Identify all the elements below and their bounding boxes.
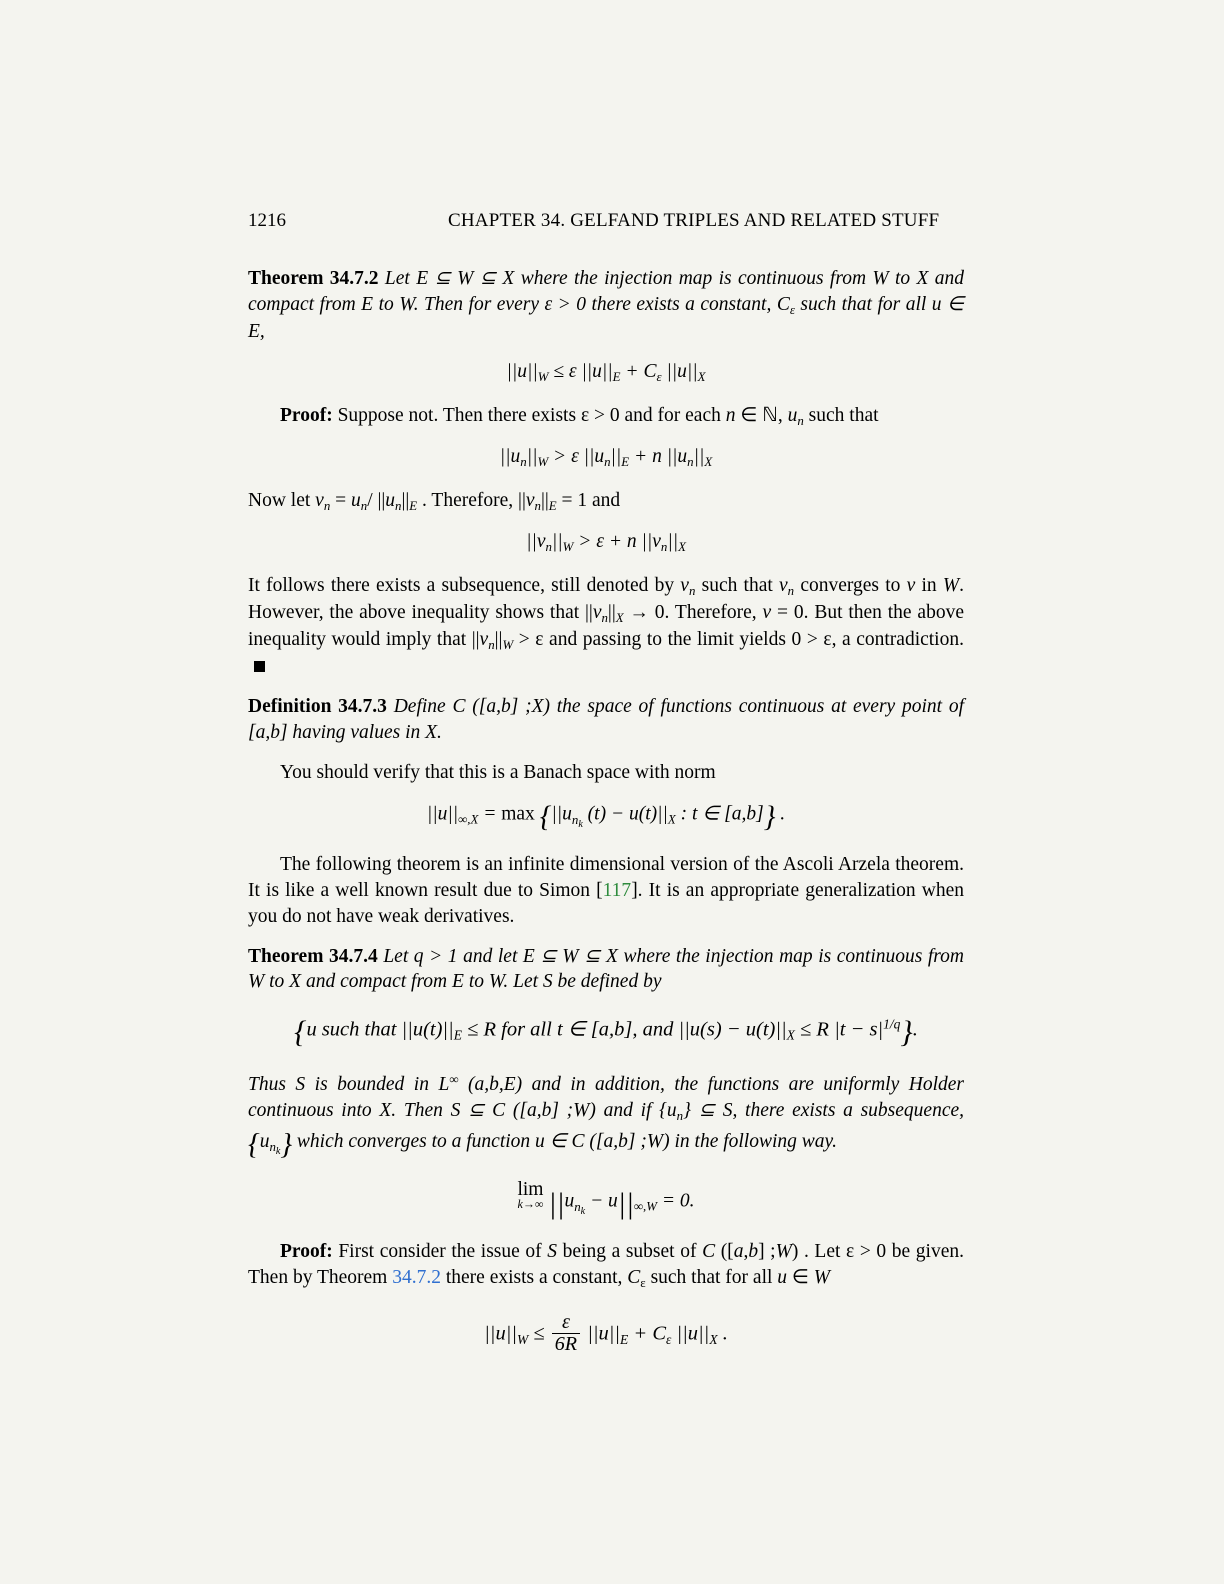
equation-4: $||u||_{\infty,X} = \max \{||u_{n_k}$ $(t) - u(t)||_X$ : t ∈ [a,b]} . [426, 801, 786, 834]
definition-34-7-3 [248, 694, 964, 745]
page-number: 1216 [248, 210, 286, 231]
qed-square [254, 661, 265, 672]
definition-34-7-3-label: Definition 34.7.3 [248, 696, 387, 718]
theorem-34-7-4-statement-2: Thus S is bounded in L∞ (a,b,E) and in addition, the functions are uniformly Holder continuous into X. Then S ⊆ C ([a,b] ;W) and if $\{u_n\}$ ⊆ S, there exists a subsequence, $\{u_{n_k}\}$ which converges to a function u ∈ C ([a,b] ;W) in the following way. [248, 1072, 965, 1161]
fraction-epsilon-over-6r [552, 1312, 580, 1355]
proof-2-text-1: First consider the issue of S being a subset of C ([a,b] ;W) . Let ε > 0 be given. Then by Theorem [248, 1240, 965, 1288]
fraction-numerator: ε [561, 1310, 570, 1333]
theorem-34-7-2 [248, 266, 964, 345]
equation-1: $||u||_W \le \varepsilon$ $||u||_E + C_\varepsilon$ $||u||_X$ [506, 360, 706, 384]
paragraph-now-let: Now let $v_n = u_n/$ $||u_n||_E$ . Therefore, $||v_n||_E = 1$ and [248, 489, 621, 513]
limit-operator: lim k→∞ [517, 1178, 544, 1212]
equation-5: {u such that $||u(t)||_E \le R$ for all t ∈ [a,b], and $||u(s) - u(t)||_X \le R$ $|t - s|^{1/q}$}. [294, 1014, 918, 1049]
cross-reference-34-7-2[interactable]: 34.7.2 [392, 1266, 441, 1288]
proof-1-text: Suppose not. Then there exists ε > 0 and for each n ∈ ℕ, $u_n$ such that [337, 404, 879, 428]
equation-7: $||u||_W$ ≤ $\frac{\varepsilon}{6R}$ $||u||_E + C_\varepsilon$ $||u||_X$ . [484, 1310, 728, 1355]
proof-2-text-2: there exists a constant, $C_\varepsilon$ such that for all u ∈ W [440, 1266, 831, 1290]
equation-2: $||u_n||_W > \varepsilon$ $||u_n||_E + n$ $||u_n||_X$ [499, 445, 713, 469]
page-content [248, 210, 964, 1377]
theorem-34-7-2-label: Theorem 34.7.2 [248, 268, 379, 289]
definition-34-7-3-statement: Define C ([a,b] ;X) the space of functions continuous at every point of [a,b] having values in X. [248, 696, 964, 743]
paragraph-verify-banach: You should verify that this is a Banach space with norm [280, 761, 716, 783]
running-head: CHAPTER 34. GELFAND TRIPLES AND RELATED STUFF [448, 210, 940, 231]
paragraph-following-theorem [248, 852, 964, 929]
proof-1-paragraph [248, 403, 964, 430]
citation-link-117[interactable]: 117 [602, 880, 632, 902]
theorem-34-7-2-statement: Let E ⊆ W ⊆ X where the injection map is continuous from W to X and compact from E to W. Then for every ε > 0 there exists a constant, $C_\varepsilon$ such that for all u ∈ E, [248, 268, 965, 342]
page-header [248, 210, 964, 232]
theorem-34-7-4 [248, 944, 964, 995]
equation-6: lim k→∞ $||u_{n_k} - u||_{\infty,W} = 0$. [517, 1178, 695, 1220]
proof-2-label: Proof: [280, 1240, 333, 1262]
theorem-34-7-4-statement: Let q > 1 and let E ⊆ W ⊆ X where the injection map is continuous from W to X and compact from E to W. Let S be defined by [248, 945, 964, 993]
proof-2-paragraph [248, 1239, 964, 1292]
equation-3: $||v_n||_W > \varepsilon + n$ $||v_n||_X$ [526, 530, 686, 555]
proof-1-label: Proof: [280, 404, 333, 426]
theorem-34-7-4-label: Theorem 34.7.4 [248, 945, 378, 967]
theorem-34-7-4-continued [248, 1072, 964, 1164]
fraction-denominator: 6R [552, 1333, 580, 1355]
paragraph-it-follows: It follows there exists a subsequence, still denoted by $v_n$ such that $v_n$ converges to v in W. However, the above inequality shows that $||v_n||_X \to 0$. Therefore, v = 0. But then the above inequality would imply that $||v_n||_W > \varepsilon$ and passing to the limit yields 0 > ε, a contradiction. [248, 573, 964, 680]
paragraph-following-theorem-text-2: ]. It is an appropriate generalization when you do not have weak derivatives. [248, 880, 965, 927]
paragraph-following-theorem-text-1: The following theorem is an infinite dimensional version of the Ascoli Arzela theorem. It is like a well known result due to Simon [ [248, 854, 964, 902]
